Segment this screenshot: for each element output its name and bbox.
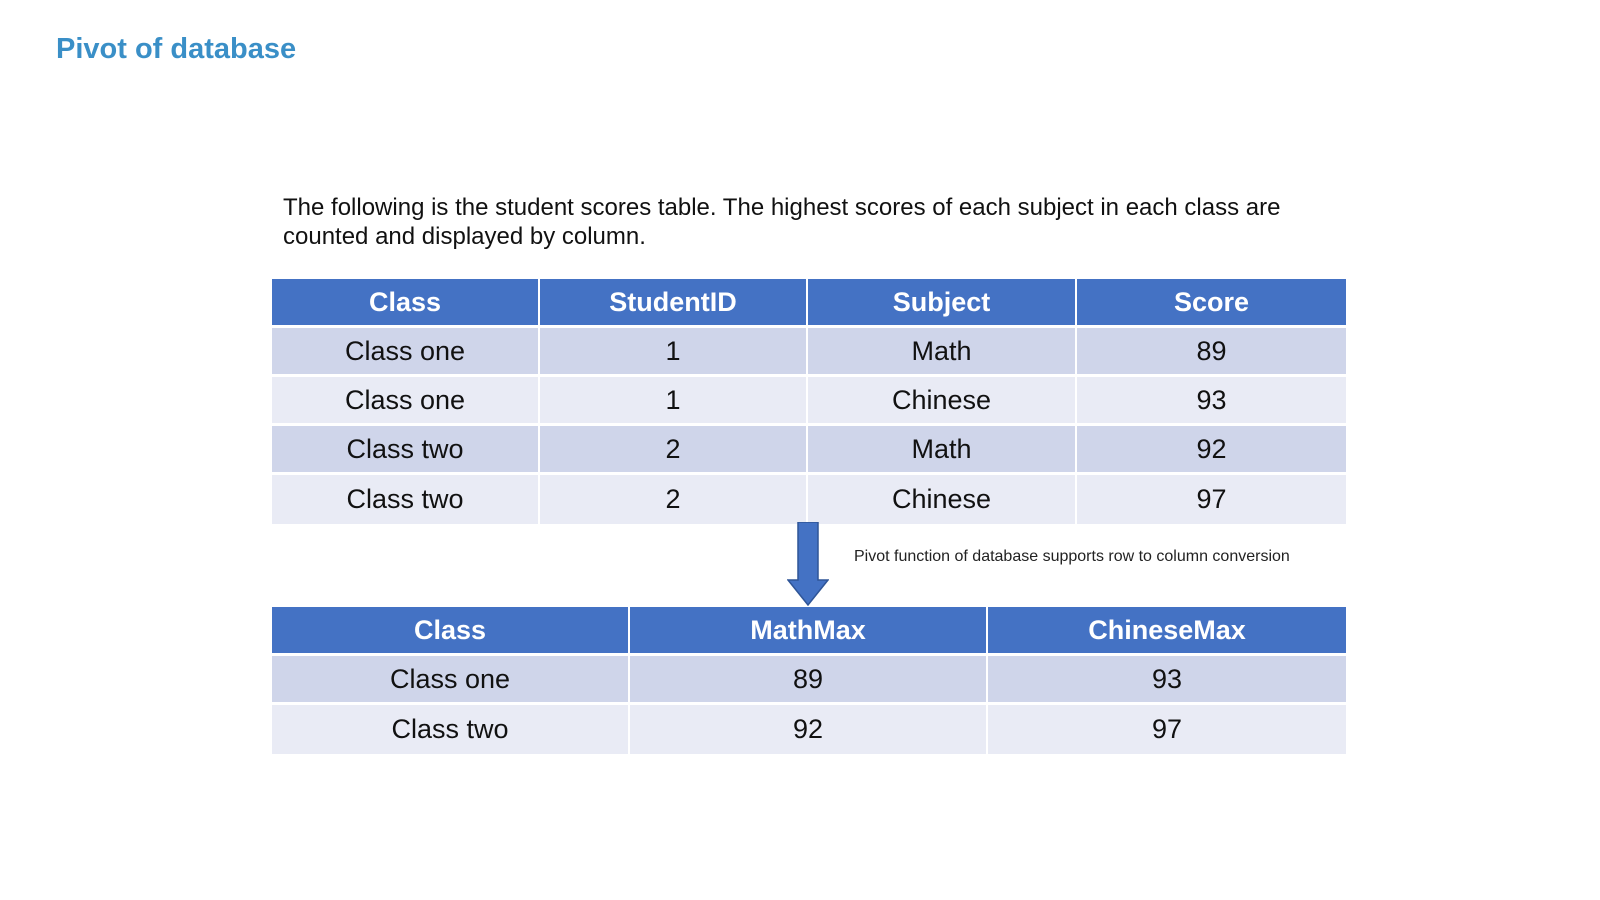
table-row (272, 705, 1346, 754)
column-header-class: Class (272, 607, 630, 656)
cell-chinesemax: 97 (988, 705, 1346, 754)
table-row (272, 328, 1346, 377)
cell-subject: Math (808, 426, 1077, 475)
cell-score: 92 (1077, 426, 1346, 475)
intro-text: The following is the student scores table. The highest scores of each subject in each class are counted and displayed by column. (283, 194, 1281, 250)
cell-class: Class two (272, 705, 630, 754)
cell-subject: Chinese (808, 475, 1077, 524)
cell-studentid: 1 (540, 328, 808, 377)
table-row (272, 475, 1346, 524)
column-header-score: Score (1077, 279, 1346, 328)
cell-score: 89 (1077, 328, 1346, 377)
column-header-chinesemax: ChineseMax (988, 607, 1346, 656)
cell-class: Class one (272, 377, 540, 426)
cell-studentid: 1 (540, 377, 808, 426)
column-header-studentid: StudentID (540, 279, 808, 328)
cell-chinesemax: 93 (988, 656, 1346, 705)
page-title: Pivot of database (56, 33, 297, 65)
cell-subject: Chinese (808, 377, 1077, 426)
cell-class: Class two (272, 426, 540, 475)
cell-studentid: 2 (540, 475, 808, 524)
table-row (272, 377, 1346, 426)
down-arrow-icon (787, 522, 829, 606)
cell-subject: Math (808, 328, 1077, 377)
cell-score: 97 (1077, 475, 1346, 524)
cell-mathmax: 89 (630, 656, 988, 705)
cell-class: Class two (272, 475, 540, 524)
table-header-row (272, 279, 1346, 328)
table-header-row (272, 607, 1346, 656)
cell-class: Class one (272, 656, 630, 705)
column-header-class: Class (272, 279, 540, 328)
cell-score: 93 (1077, 377, 1346, 426)
table-row (272, 426, 1346, 475)
column-header-subject: Subject (808, 279, 1077, 328)
pivot-result-table (272, 607, 1346, 754)
pivot-note: Pivot function of database supports row to column conversion (854, 548, 1290, 565)
cell-mathmax: 92 (630, 705, 988, 754)
cell-class: Class one (272, 328, 540, 377)
column-header-mathmax: MathMax (630, 607, 988, 656)
student-scores-table (272, 279, 1346, 524)
table-row (272, 656, 1346, 705)
cell-studentid: 2 (540, 426, 808, 475)
